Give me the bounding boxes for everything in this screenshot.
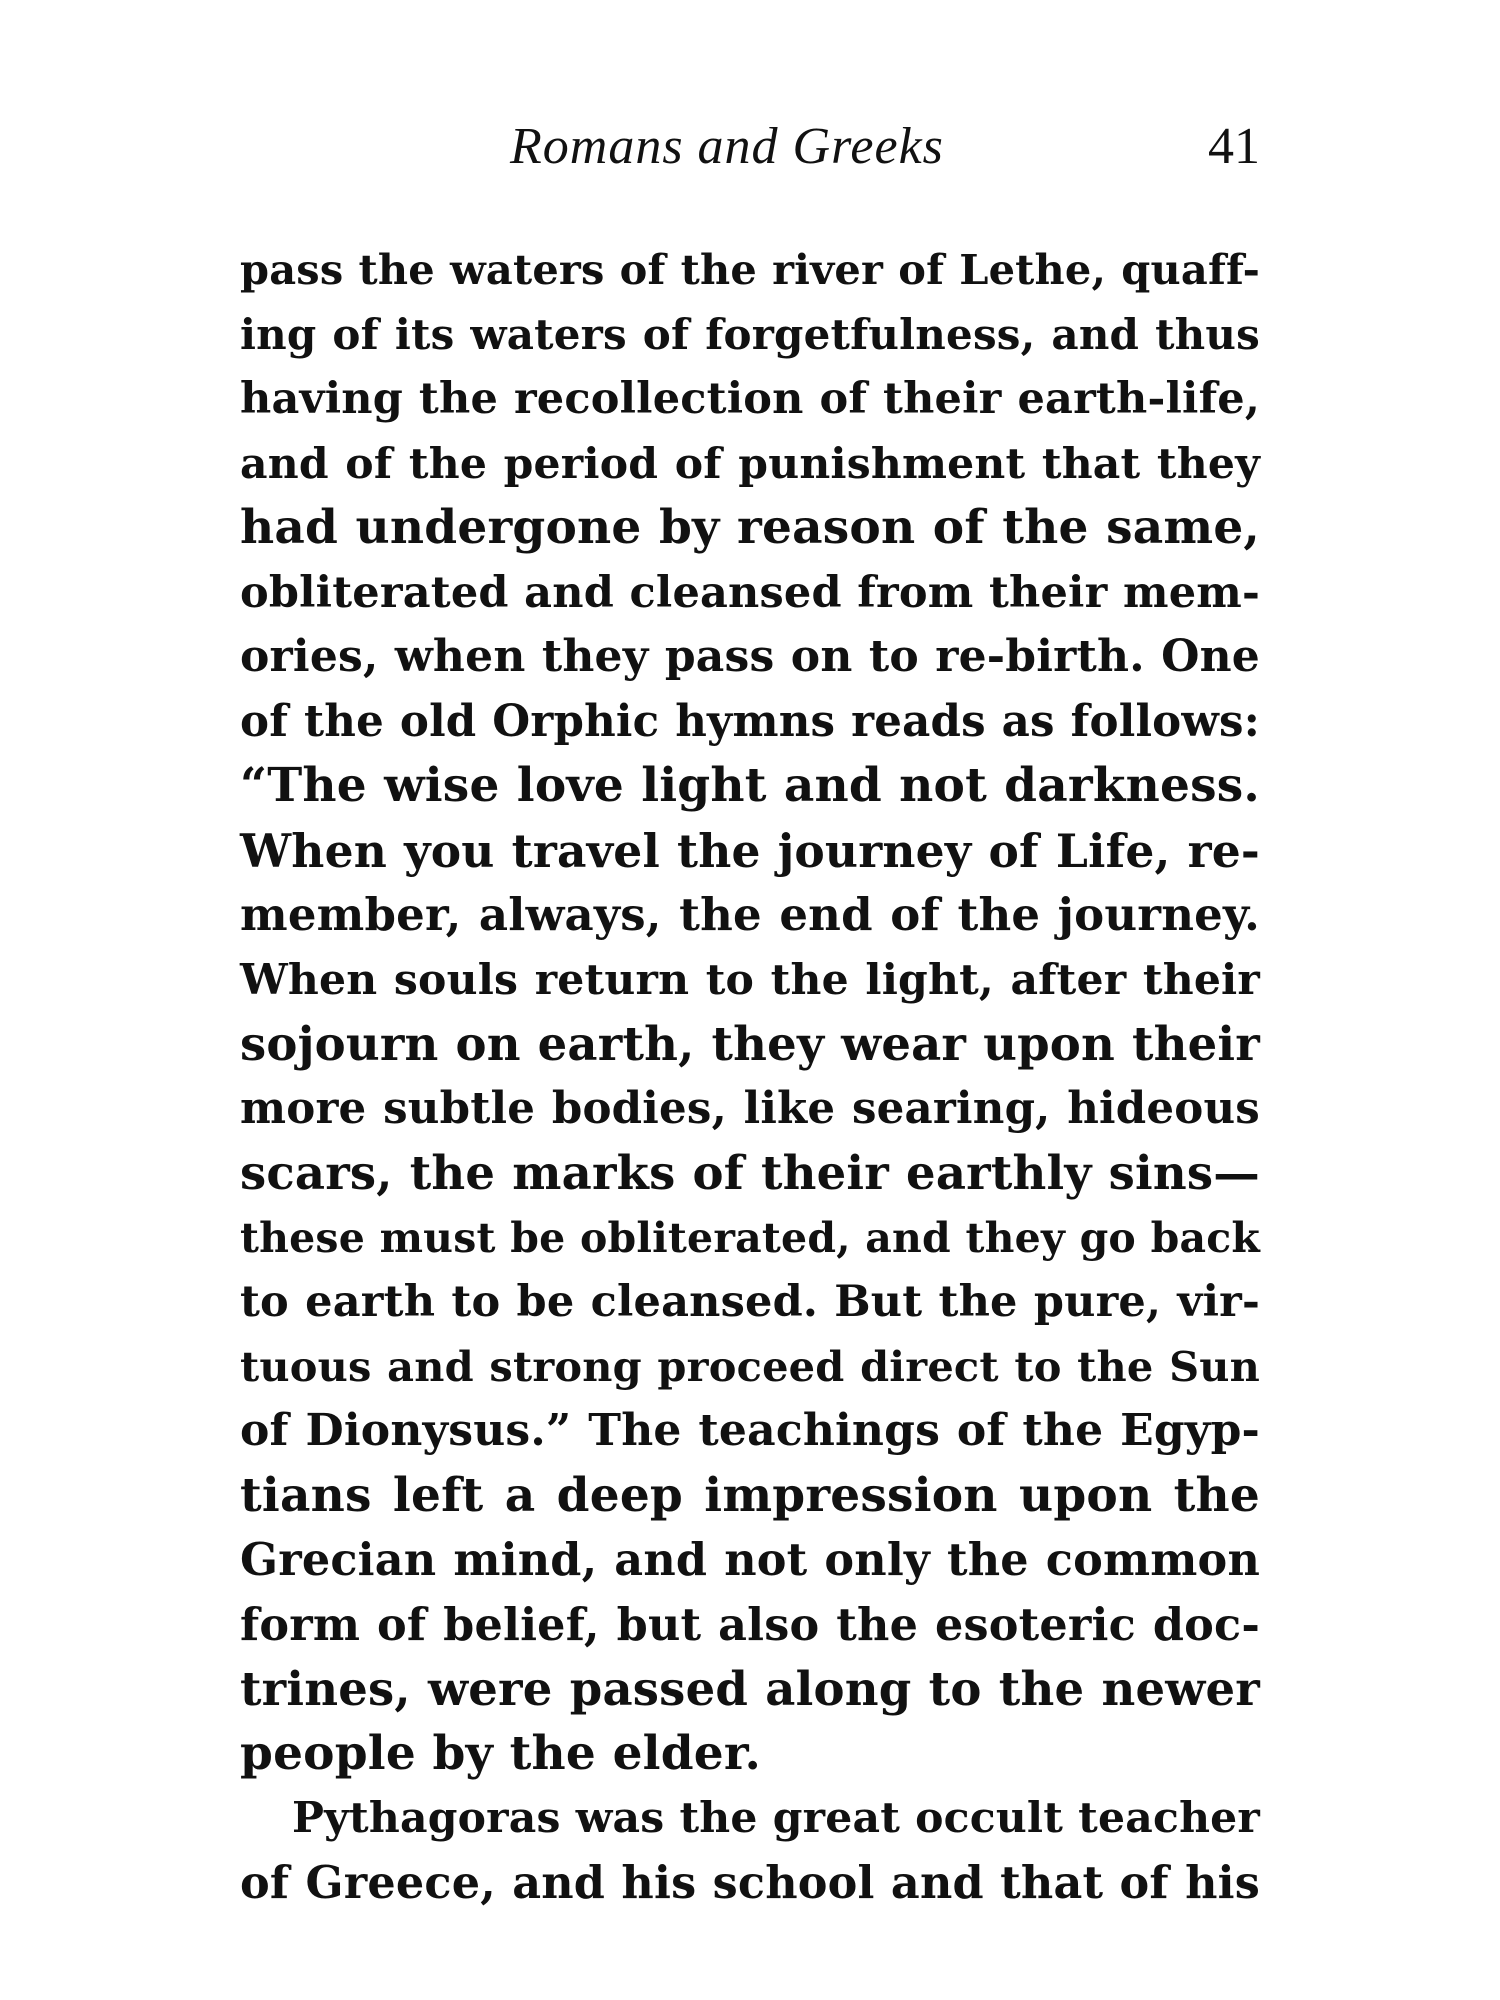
running-title: Romans and Greeks [510, 118, 944, 175]
body-text [240, 238, 1260, 1915]
text-line: Pythagoras was the great occult teacher [292, 1793, 1260, 1843]
text-line: member, always, the end of the journey. [240, 888, 1260, 941]
text-line: When souls return to the light, after their [240, 954, 1260, 1005]
text-line: to earth to be cleansed. But the pure, vir- [240, 1277, 1260, 1327]
text-line: tians left a deep impression upon the [240, 1467, 1260, 1523]
text-line: When you travel the journey of Life, re- [240, 823, 1260, 878]
text-line: people by the elder. [240, 1725, 762, 1781]
running-head [240, 112, 1260, 182]
text-line: these must be obliterated, and they go back [240, 1213, 1260, 1262]
text-line: more subtle bodies, like searing, hideous [240, 1082, 1260, 1134]
page-number: 41 [1208, 118, 1260, 175]
text-line: tuous and strong proceed direct to the Sun [240, 1341, 1260, 1391]
text-line: having the recollection of their earth-life, [240, 374, 1260, 424]
text-line: scars, the marks of their earthly sins— [240, 1145, 1260, 1200]
text-line: trines, were passed along to the newer [240, 1661, 1260, 1716]
text-line: ing of its waters of forgetfulness, and thus [240, 309, 1260, 359]
text-line: of Dionysus.” The teachings of the Egyp- [240, 1405, 1260, 1456]
text-line: obliterated and cleansed from their mem- [240, 567, 1260, 618]
text-line: and of the period of punishment that they [240, 438, 1260, 489]
text-line: sojourn on earth, they wear upon their [240, 1016, 1260, 1071]
text-line: of Greece, and his school and that of his [240, 1856, 1260, 1909]
paragraph-1 [240, 238, 1260, 1786]
text-line: form of belief, but also the esoteric doc- [240, 1598, 1260, 1651]
text-line: pass the waters of the river of Lethe, quaff- [240, 245, 1260, 294]
text-line: “The wise love light and not darkness. [240, 758, 1260, 813]
text-line: of the old Orphic hymns reads as follows: [240, 695, 1260, 747]
text-line: ories, when they pass on to re-birth. One [240, 631, 1260, 682]
text-line: Grecian mind, and not only the common [240, 1534, 1260, 1586]
paragraph-2 [240, 1786, 1260, 1915]
text-line: had undergone by reason of the same, [240, 500, 1260, 555]
